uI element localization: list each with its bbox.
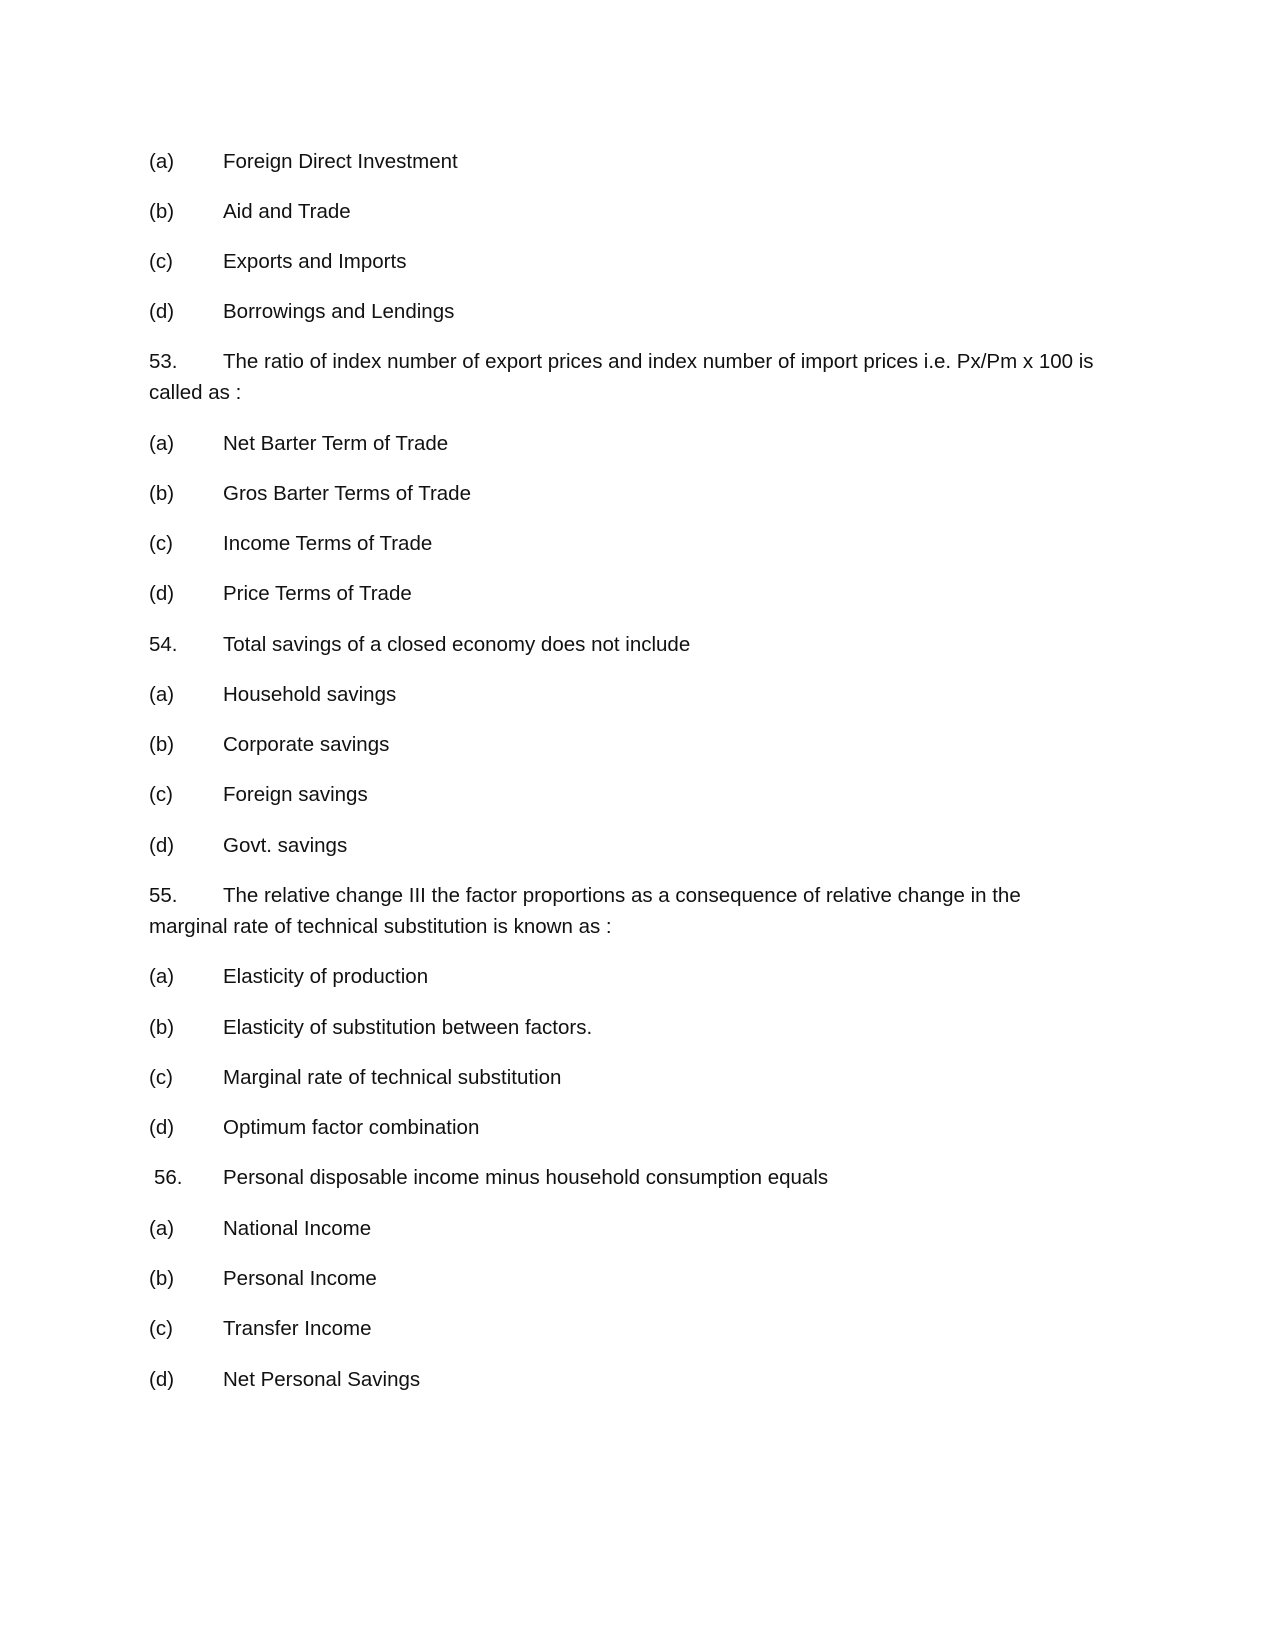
option-label: (d)	[149, 1116, 175, 1139]
option-text: Borrowings and Lendings	[223, 300, 455, 323]
question-text-line1: The ratio of index number of export prices and index number of import prices i.e. Px/Pm x 100 is	[223, 350, 1094, 373]
option-label: (b)	[149, 200, 175, 223]
option-label: (c)	[149, 1317, 173, 1340]
question-number: 53.	[149, 350, 178, 373]
option-label: (c)	[149, 783, 173, 806]
option-text: Foreign Direct Investment	[223, 150, 458, 173]
option-text: National Income	[223, 1217, 372, 1240]
option-label: (d)	[149, 582, 175, 605]
option-text: Transfer Income	[223, 1317, 372, 1340]
option-text: Net Barter Term of Trade	[223, 432, 449, 455]
question-text-line1: The relative change III the factor proportions as a consequence of relative change in the	[223, 884, 1021, 907]
option-label: (c)	[149, 250, 173, 273]
option-label: (b)	[149, 733, 175, 756]
question-text: Total savings of a closed economy does not include	[223, 633, 691, 656]
question-number: 55.	[149, 884, 178, 907]
option-label: (d)	[149, 1368, 175, 1391]
option-label: (a)	[149, 683, 175, 706]
option-label: (b)	[149, 1267, 175, 1290]
option-label: (d)	[149, 300, 175, 323]
question-number: 54.	[149, 633, 178, 656]
question-text-line2: called as :	[149, 381, 242, 404]
option-text: Net Personal Savings	[223, 1368, 421, 1391]
option-label: (c)	[149, 1066, 173, 1089]
option-label: (a)	[149, 1217, 175, 1240]
option-label: (a)	[149, 432, 175, 455]
option-text: Gros Barter Terms of Trade	[223, 482, 471, 505]
option-text: Optimum factor combination	[223, 1116, 480, 1139]
option-text: Price Terms of Trade	[223, 582, 412, 605]
option-text: Foreign savings	[223, 783, 368, 806]
option-text: Personal Income	[223, 1267, 377, 1290]
option-text: Income Terms of Trade	[223, 532, 433, 555]
question-text-line2: marginal rate of technical substitution is known as :	[149, 915, 612, 938]
option-text: Aid and Trade	[223, 200, 351, 223]
option-label: (a)	[149, 965, 175, 988]
option-text: Corporate savings	[223, 733, 390, 756]
question-text: Personal disposable income minus household consumption equals	[223, 1166, 829, 1189]
option-text: Elasticity of production	[223, 965, 429, 988]
option-text: Household savings	[223, 683, 397, 706]
option-text: Exports and Imports	[223, 250, 407, 273]
option-label: (a)	[149, 150, 175, 173]
option-label: (b)	[149, 482, 175, 505]
option-label: (d)	[149, 834, 175, 857]
option-text: Marginal rate of technical substitution	[223, 1066, 562, 1089]
option-text: Elasticity of substitution between factors.	[223, 1016, 593, 1039]
option-text: Govt. savings	[223, 834, 348, 857]
option-label: (c)	[149, 532, 173, 555]
option-label: (b)	[149, 1016, 175, 1039]
question-number: 56.	[154, 1166, 183, 1189]
